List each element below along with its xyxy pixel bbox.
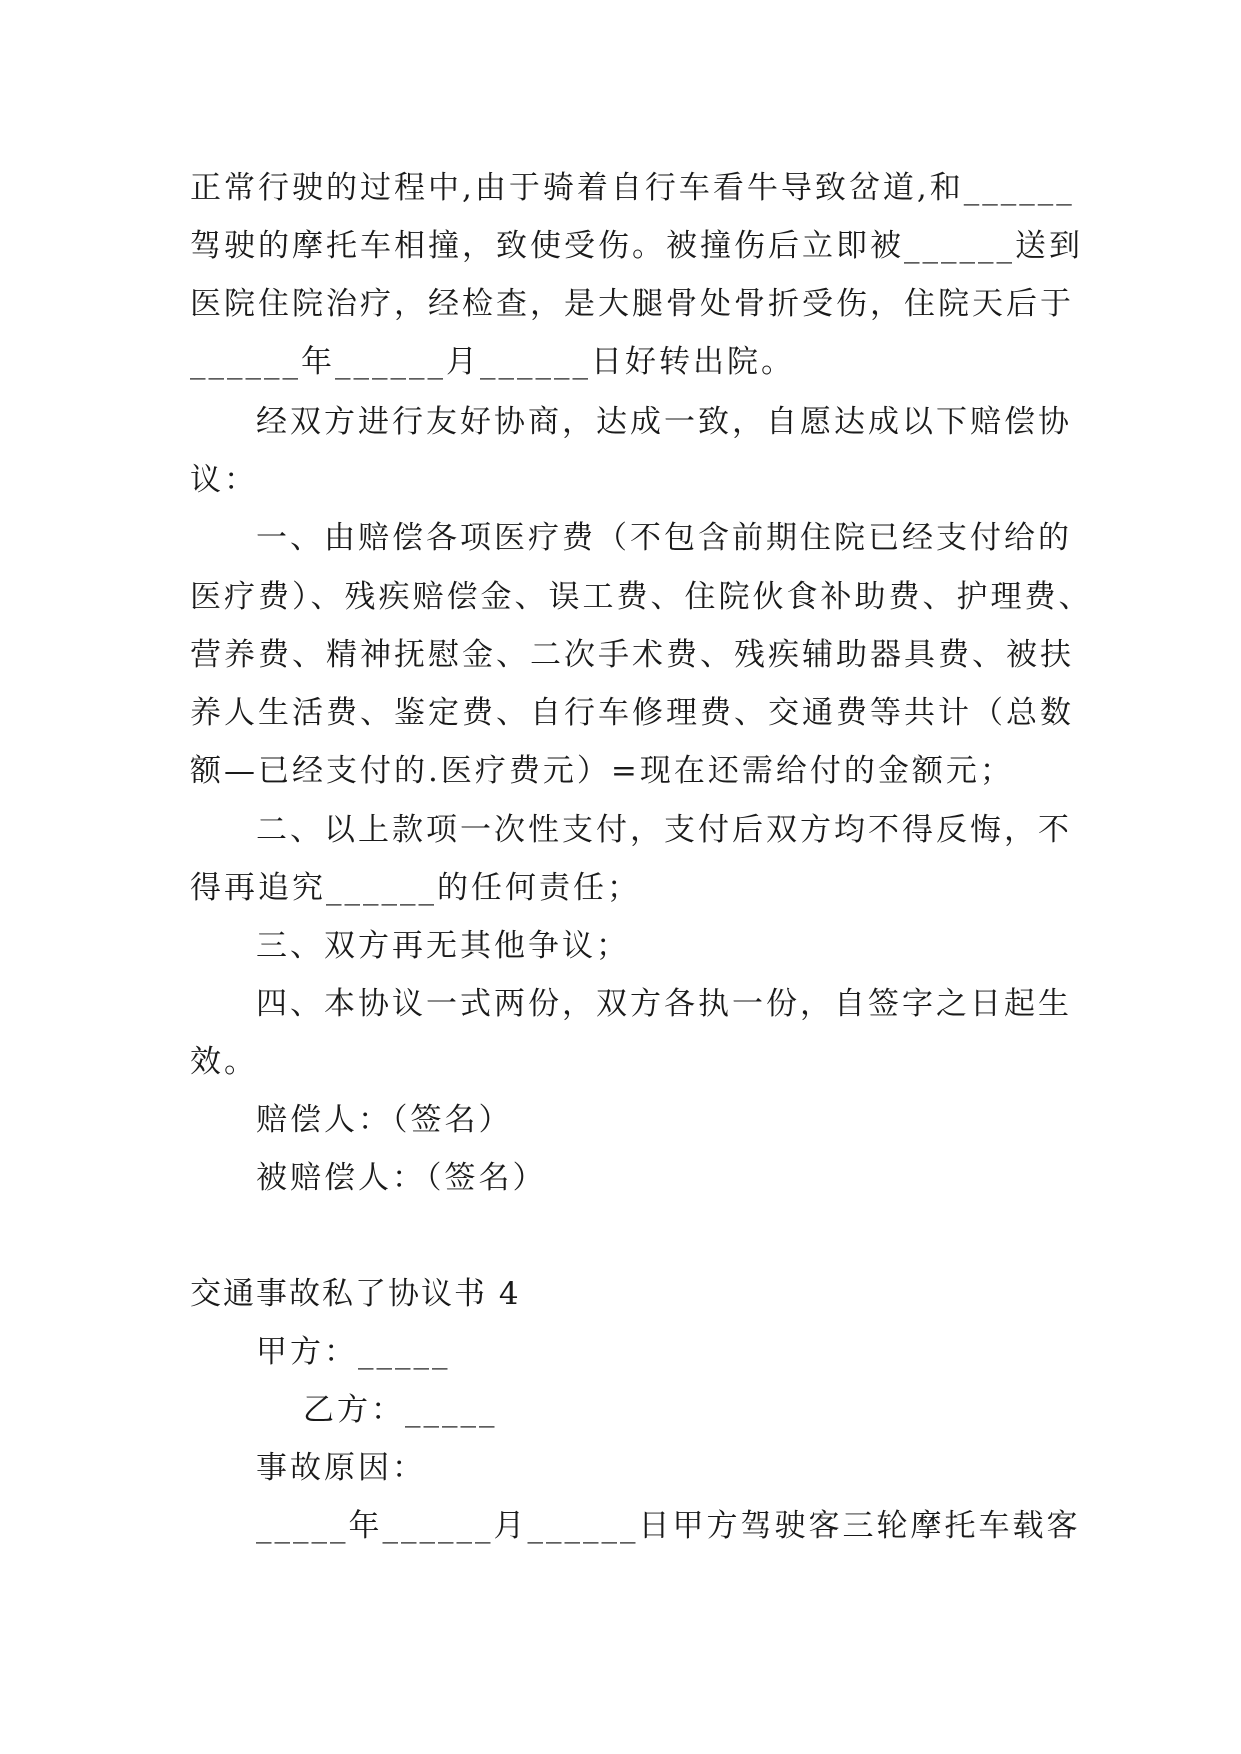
party-a-line: 甲方：_____: [256, 1334, 451, 1370]
paragraph-line: 经双方进行友好协商，达成一致，自愿达成以下赔偿协: [256, 404, 1072, 440]
accident-cause-label: 事故原因：: [256, 1450, 426, 1486]
clause-1-line: 额—已经支付的.医疗费元）=现在还需给付的金额元；: [190, 753, 1014, 789]
paragraph-line: 正常行驶的过程中,由于骑着自行车看牛导致岔道,和______: [190, 170, 1075, 206]
clause-2-line: 得再追究______的任何责任；: [190, 870, 641, 906]
clause-4-line: 效。: [190, 1044, 258, 1080]
party-b-line: 乙方：_____: [303, 1392, 498, 1428]
section-title: 交通事故私了协议书 4: [190, 1276, 521, 1312]
clause-3-line: 三、双方再无其他争议；: [256, 928, 630, 964]
clause-1-line: 医疗费）、残疾赔偿金、误工费、住院伙食补助费、护理费、: [190, 579, 1093, 615]
compensatee-signature: 被赔偿人：（签名）: [256, 1160, 547, 1196]
paragraph-line: 驾驶的摩托车相撞，致使受伤。被撞伤后立即被______送到: [190, 228, 1083, 264]
paragraph-line: ______年______月______日好转出院。: [190, 344, 795, 380]
compensator-signature: 赔偿人：（签名）: [256, 1102, 513, 1138]
clause-4-line: 四、本协议一式两份，双方各执一份，自签字之日起生: [256, 986, 1072, 1022]
clause-1-line: 营养费、精神抚慰金、二次手术费、残疾辅助器具费、被扶: [190, 637, 1074, 673]
clause-1-line: 养人生活费、鉴定费、自行车修理费、交通费等共计（总数: [190, 695, 1074, 731]
clause-1-line: 一、由赔偿各项医疗费（不包含前期住院已经支付给的: [256, 520, 1072, 556]
paragraph-line: 医院住院治疗，经检查，是大腿骨处骨折受伤，住院天后于: [190, 286, 1074, 322]
paragraph-line: 议：: [190, 462, 258, 498]
accident-date-line: _____年______月______日甲方驾驶客三轮摩托车载客: [256, 1508, 1081, 1544]
clause-2-line: 二、以上款项一次性支付，支付后双方均不得反悔，不: [256, 812, 1072, 848]
